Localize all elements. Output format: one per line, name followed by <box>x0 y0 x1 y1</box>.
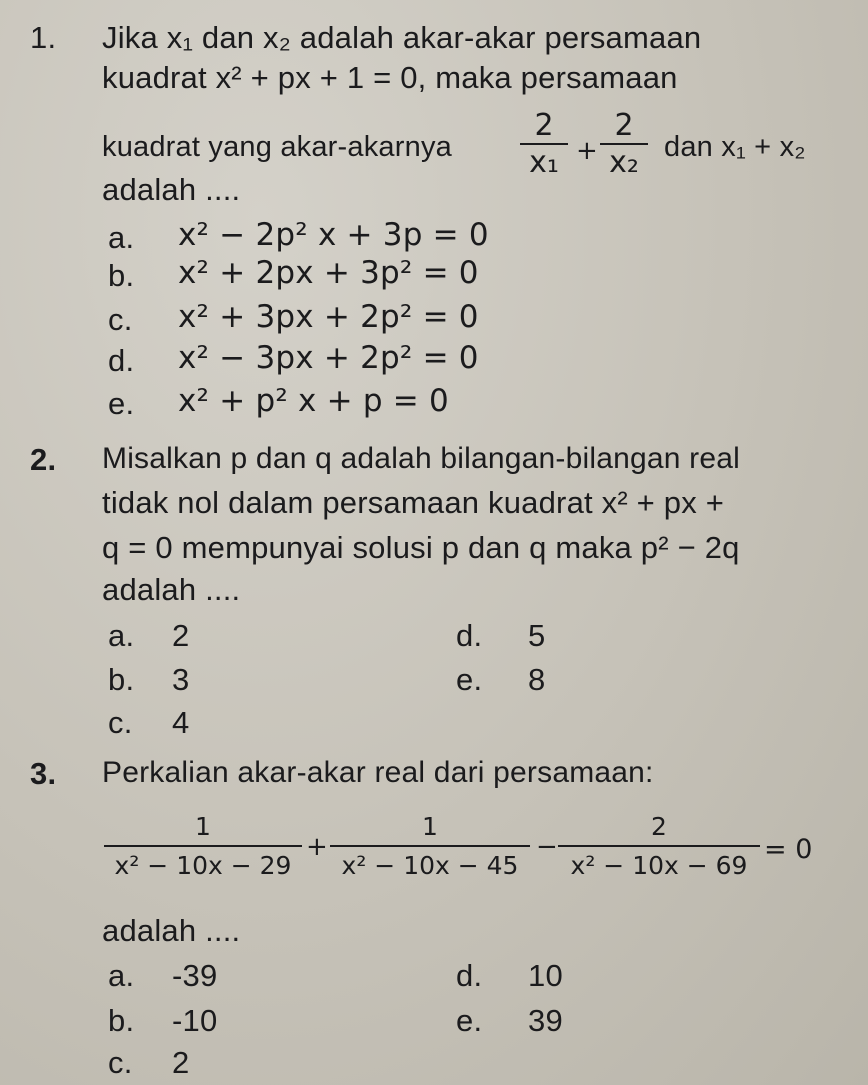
question-1-line-2: kuadrat x² + px + 1 = 0, maka persamaan <box>102 60 678 95</box>
option-text: x² + 3px + 2p² = 0 <box>178 299 479 335</box>
question-3-number: 3. <box>30 756 57 791</box>
option-text: x² − 3px + 2p² = 0 <box>178 340 479 376</box>
option-letter: b. <box>108 1003 135 1038</box>
fraction-numerator: 2 <box>614 108 634 143</box>
question-2-line-2: tidak nol dalam persamaan kuadrat x² + px + <box>102 485 725 520</box>
fraction-2-over-x1 <box>520 108 568 180</box>
option-letter: a. <box>108 958 135 993</box>
question-2-number: 2. <box>30 442 57 477</box>
option-text: -10 <box>172 1003 218 1038</box>
option-text: 8 <box>528 662 546 697</box>
option-letter: b. <box>108 258 135 293</box>
option-letter: c. <box>108 302 133 337</box>
question-1-number: 1. <box>30 20 57 55</box>
question-2-line-1: Misalkan p dan q adalah bilangan-bilangan real <box>102 442 740 475</box>
question-1-line-3-tail: dan x₁ + x₂ <box>664 131 806 163</box>
question-3-line-3: adalah .... <box>102 913 241 948</box>
fraction-denominator: x₂ <box>609 145 639 180</box>
question-2-line-4: adalah .... <box>102 572 241 607</box>
option-letter: a. <box>108 220 135 255</box>
minus-sign: − <box>536 832 558 862</box>
option-letter: e. <box>456 1003 483 1038</box>
option-letter: d. <box>456 618 483 653</box>
option-text: x² + 2px + 3p² = 0 <box>178 255 479 291</box>
fraction-numerator: 2 <box>651 812 667 841</box>
option-text: 5 <box>528 618 546 653</box>
fraction-denominator: x² − 10x − 69 <box>570 851 748 880</box>
plus-sign: + <box>306 832 328 862</box>
plus-sign: + <box>576 136 598 166</box>
option-letter: e. <box>456 662 483 697</box>
option-letter: c. <box>108 705 133 740</box>
fraction-denominator: x₁ <box>529 145 559 180</box>
question-1-line-1: Jika x₁ dan x₂ adalah akar-akar persamaan <box>102 20 702 55</box>
option-text: 10 <box>528 958 563 993</box>
option-letter: b. <box>108 662 135 697</box>
equals-zero: = 0 <box>764 834 813 865</box>
question-3-line-1: Perkalian akar-akar real dari persamaan: <box>102 756 654 789</box>
option-text: 3 <box>172 662 190 697</box>
fraction-bar <box>330 845 530 847</box>
fraction-denominator: x² − 10x − 45 <box>341 851 519 880</box>
fraction-numerator: 2 <box>534 108 554 143</box>
fraction-denominator: x² − 10x − 29 <box>114 851 292 880</box>
option-letter: e. <box>108 386 135 421</box>
option-text: -39 <box>172 958 218 993</box>
fraction-numerator: 1 <box>422 812 438 841</box>
fraction-numerator: 1 <box>195 812 211 841</box>
option-letter: d. <box>456 958 483 993</box>
question-1-line-4: adalah .... <box>102 172 241 207</box>
option-letter: a. <box>108 618 135 653</box>
fraction-2-over-x2 <box>600 108 648 180</box>
question-1-line-3: kuadrat yang akar-akarnya <box>102 131 452 163</box>
fraction-2-over-x2-10x-69 <box>558 812 760 880</box>
option-letter: d. <box>108 343 135 378</box>
option-text: x² − 2p² x + 3p = 0 <box>178 217 489 253</box>
question-2-line-3: q = 0 mempunyai solusi p dan q maka p² − 2q <box>102 530 740 565</box>
fraction-1-over-x2-10x-45 <box>330 812 530 880</box>
option-text: 39 <box>528 1003 563 1038</box>
fraction-bar <box>104 845 302 847</box>
option-text: 4 <box>172 705 190 740</box>
option-text: 2 <box>172 1045 190 1080</box>
option-text: 2 <box>172 618 190 653</box>
option-letter: c. <box>108 1045 133 1080</box>
fraction-1-over-x2-10x-29 <box>104 812 302 880</box>
option-text: x² + p² x + p = 0 <box>178 383 449 419</box>
fraction-bar <box>558 845 760 847</box>
